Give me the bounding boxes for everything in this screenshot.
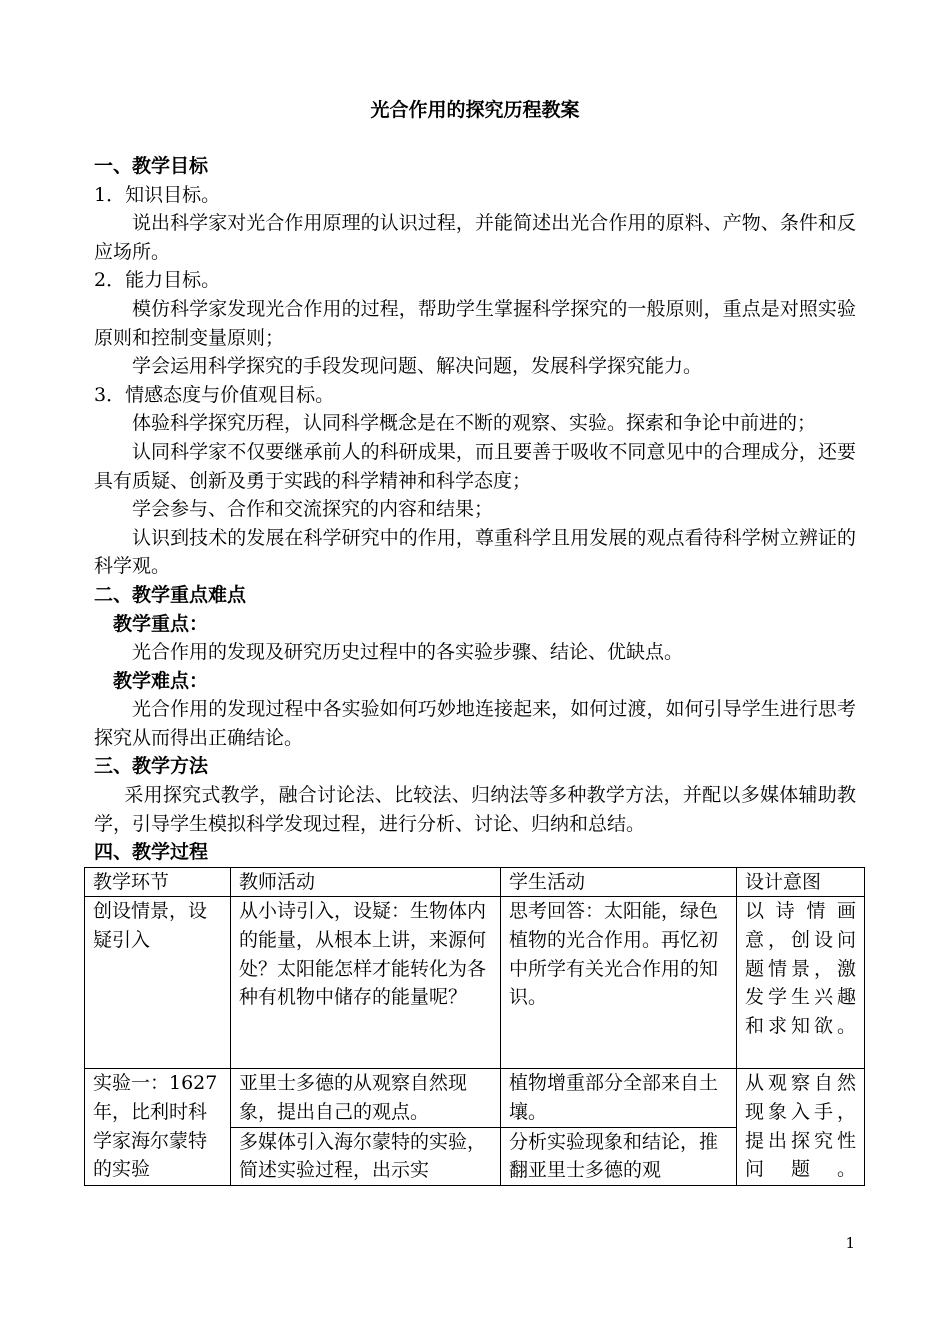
process-table bbox=[84, 867, 865, 1186]
section-heading-objectives: 一、教学目标 bbox=[94, 155, 209, 177]
key-point-label: 教学重点： bbox=[113, 612, 209, 635]
difficulty-label: 教学难点： bbox=[113, 669, 209, 692]
header-intent: 设计意图 bbox=[737, 867, 865, 897]
header-student: 学生活动 bbox=[501, 867, 737, 897]
page-title: 光合作用的探究历程教案 bbox=[370, 99, 580, 121]
objective-3-text-1: 体验科学探究历程，认同科学概念是在不断的观察、实验。探索和争论中前进的； bbox=[132, 412, 817, 435]
row2-teacher bbox=[231, 1069, 501, 1185]
difficulty-text: 光合作用的发现过程中各实验如何巧妙地连接起来，如何过渡，如何引导学生进行思考探究从而得出正确结论。 bbox=[94, 698, 856, 749]
row1-student: 思考回答：太阳能，绿色植物的光合作用。再忆初中所学有关光合作用的知识。 bbox=[501, 897, 737, 1069]
objective-1-heading: 1．知识目标。 bbox=[94, 183, 221, 206]
section-heading-key-points: 二、教学重点难点 bbox=[94, 583, 247, 606]
section-heading-process: 四、教学过程 bbox=[94, 841, 209, 864]
page-number: 1 bbox=[845, 1234, 855, 1252]
objective-1-text: 说出科学家对光合作用原理的认识过程，并能简述出光合作用的原料、产物、条件和反应场所。 bbox=[94, 212, 856, 263]
row2-student bbox=[501, 1069, 737, 1185]
objective-3-text-2: 认同科学家不仅要继承前人的科研成果，而且要善于吸收不同意见中的合理成分，还要具有质疑、创新及勇于实践的科学精神和科学态度； bbox=[94, 440, 856, 492]
methods-text: 采用探究式教学，融合讨论法、比较法、归纳法等多种教学方法，并配以多媒体辅助教学，引导学生模拟科学发现过程，进行分析、讨论、归纳和总结。 bbox=[94, 784, 856, 835]
objective-3-heading: 3．情感态度与价值观目标。 bbox=[94, 383, 335, 406]
header-stage: 教学环节 bbox=[85, 867, 231, 897]
header-teacher: 教师活动 bbox=[231, 867, 501, 897]
row2-student-a: 植物增重部分全部来自土壤。 bbox=[501, 1069, 736, 1127]
objective-3-text-3: 学会参与、合作和交流探究的内容和结果； bbox=[132, 498, 494, 521]
row2-teacher-a: 亚里士多德的从观察自然现象，提出自己的观点。 bbox=[231, 1069, 500, 1127]
table-header-row bbox=[85, 867, 865, 897]
row2-student-b: 分析实验现象和结论，推翻亚里士多德的观 bbox=[509, 1130, 719, 1182]
row2-intent: 从观察自然现象入手，提出探究性问题。 bbox=[737, 1069, 865, 1185]
table-row bbox=[85, 897, 865, 1069]
objective-2-heading: 2．能力目标。 bbox=[94, 269, 221, 292]
objective-2-text-2: 学会运用科学探究的手段发现问题、解决问题，发展科学探究能力。 bbox=[132, 355, 703, 378]
document-body bbox=[94, 152, 856, 1186]
objective-3-text-4: 认识到技术的发展在科学研究中的作用，尊重科学且用发展的观点看待科学树立辨证的科学观。 bbox=[94, 526, 856, 578]
objective-2-text-1: 模仿科学家发现光合作用的过程，帮助学生掌握科学探究的一般原则，重点是对照实验原则和控制变量原则； bbox=[94, 297, 856, 349]
row1-stage: 创设情景，设疑引入 bbox=[85, 897, 231, 1069]
row2-teacher-b: 多媒体引入海尔蒙特的实验，简述实验过程，出示实 bbox=[239, 1130, 487, 1182]
row1-intent: 以诗情画意，创设问题情景，激发学生兴趣和求知欲。 bbox=[737, 897, 865, 1069]
key-point-text: 光合作用的发现及研究历史过程中的各实验步骤、结论、优缺点。 bbox=[132, 641, 684, 664]
row2-stage: 实验一：1627年，比利时科学家海尔蒙特的实验 bbox=[85, 1069, 231, 1185]
table-row bbox=[85, 1069, 865, 1185]
row1-teacher: 从小诗引入，设疑：生物体内的能量，从根本上讲，来源何处？太阳能怎样才能转化为各种有机物中储存的能量呢？ bbox=[231, 897, 501, 1069]
section-heading-methods: 三、教学方法 bbox=[94, 755, 209, 778]
